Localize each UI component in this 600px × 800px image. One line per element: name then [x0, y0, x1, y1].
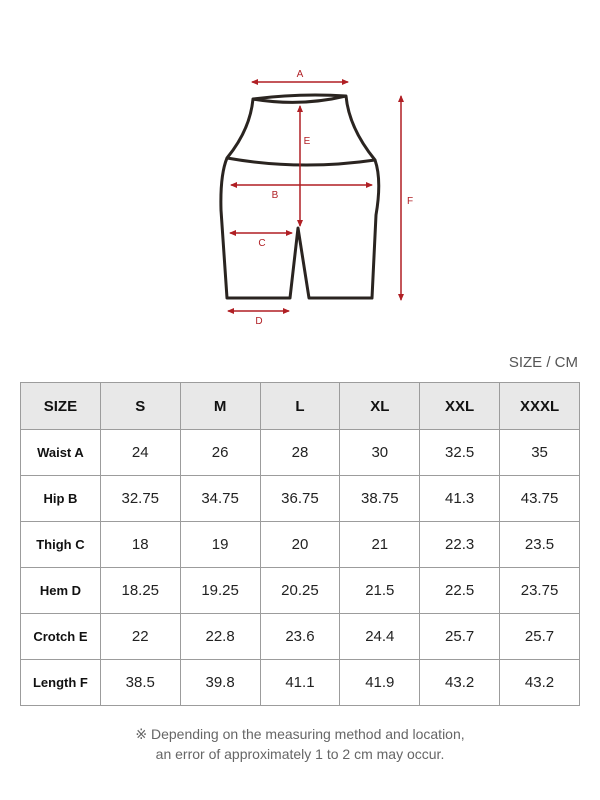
table-cell: 26 — [180, 430, 260, 476]
table-cell: 21.5 — [340, 568, 420, 614]
label-f: F — [406, 196, 414, 207]
table-row-waist — [21, 430, 580, 476]
table-cell: 22 — [100, 614, 180, 660]
table-cell: 23.6 — [260, 614, 340, 660]
table-cell: 34.75 — [180, 476, 260, 522]
table-row-thigh — [21, 522, 580, 568]
row-label: Waist A — [21, 430, 101, 476]
table-cell: 38.75 — [340, 476, 420, 522]
shorts-measurement-diagram — [0, 0, 600, 340]
unit-label: SIZE / CM — [508, 354, 578, 371]
label-a: A — [296, 69, 304, 80]
table-cell: 35 — [500, 430, 580, 476]
measurement-note — [0, 724, 600, 764]
table-row-crotch — [21, 614, 580, 660]
table-cell: 20.25 — [260, 568, 340, 614]
waistband-outline — [227, 96, 375, 165]
table-cell: 21 — [340, 522, 420, 568]
table-cell: 32.75 — [100, 476, 180, 522]
table-cell: 43.75 — [500, 476, 580, 522]
table-cell: 25.7 — [500, 614, 580, 660]
header-s: S — [100, 383, 180, 430]
table-cell: 41.1 — [260, 660, 340, 706]
header-size: SIZE — [21, 383, 101, 430]
label-b: B — [271, 190, 279, 201]
table-cell: 32.5 — [420, 430, 500, 476]
table-cell: 39.8 — [180, 660, 260, 706]
header-m: M — [180, 383, 260, 430]
header-l: L — [260, 383, 340, 430]
note-line-1: ※ Depending on the measuring method and location, — [135, 726, 465, 742]
table-cell: 22.3 — [420, 522, 500, 568]
label-e: E — [303, 136, 311, 147]
row-label: Crotch E — [21, 614, 101, 660]
table-cell: 36.75 — [260, 476, 340, 522]
table-cell: 19 — [180, 522, 260, 568]
label-c: C — [258, 238, 266, 249]
row-label: Hip B — [21, 476, 101, 522]
table-cell: 20 — [260, 522, 340, 568]
size-chart-table — [20, 382, 580, 706]
table-cell: 19.25 — [180, 568, 260, 614]
table-cell: 24.4 — [340, 614, 420, 660]
table-cell: 30 — [340, 430, 420, 476]
row-label: Thigh C — [21, 522, 101, 568]
table-cell: 25.7 — [420, 614, 500, 660]
table-cell: 22.5 — [420, 568, 500, 614]
table-cell: 28 — [260, 430, 340, 476]
table-cell: 43.2 — [500, 660, 580, 706]
row-label: Hem D — [21, 568, 101, 614]
table-header-row — [21, 383, 580, 430]
table-cell: 43.2 — [420, 660, 500, 706]
header-xl: XL — [340, 383, 420, 430]
note-line-2: an error of approximately 1 to 2 cm may occur. — [155, 746, 445, 762]
table-row-hip — [21, 476, 580, 522]
table-row-hem — [21, 568, 580, 614]
header-xxl: XXL — [420, 383, 500, 430]
header-xxxl: XXXL — [500, 383, 580, 430]
table-cell: 22.8 — [180, 614, 260, 660]
table-cell: 18 — [100, 522, 180, 568]
table-cell: 18.25 — [100, 568, 180, 614]
table-cell: 23.75 — [500, 568, 580, 614]
table-cell: 24 — [100, 430, 180, 476]
table-cell: 41.9 — [340, 660, 420, 706]
label-d: D — [255, 316, 263, 327]
table-cell: 38.5 — [100, 660, 180, 706]
row-label: Length F — [21, 660, 101, 706]
table-row-length — [21, 660, 580, 706]
table-cell: 23.5 — [500, 522, 580, 568]
table-cell: 41.3 — [420, 476, 500, 522]
